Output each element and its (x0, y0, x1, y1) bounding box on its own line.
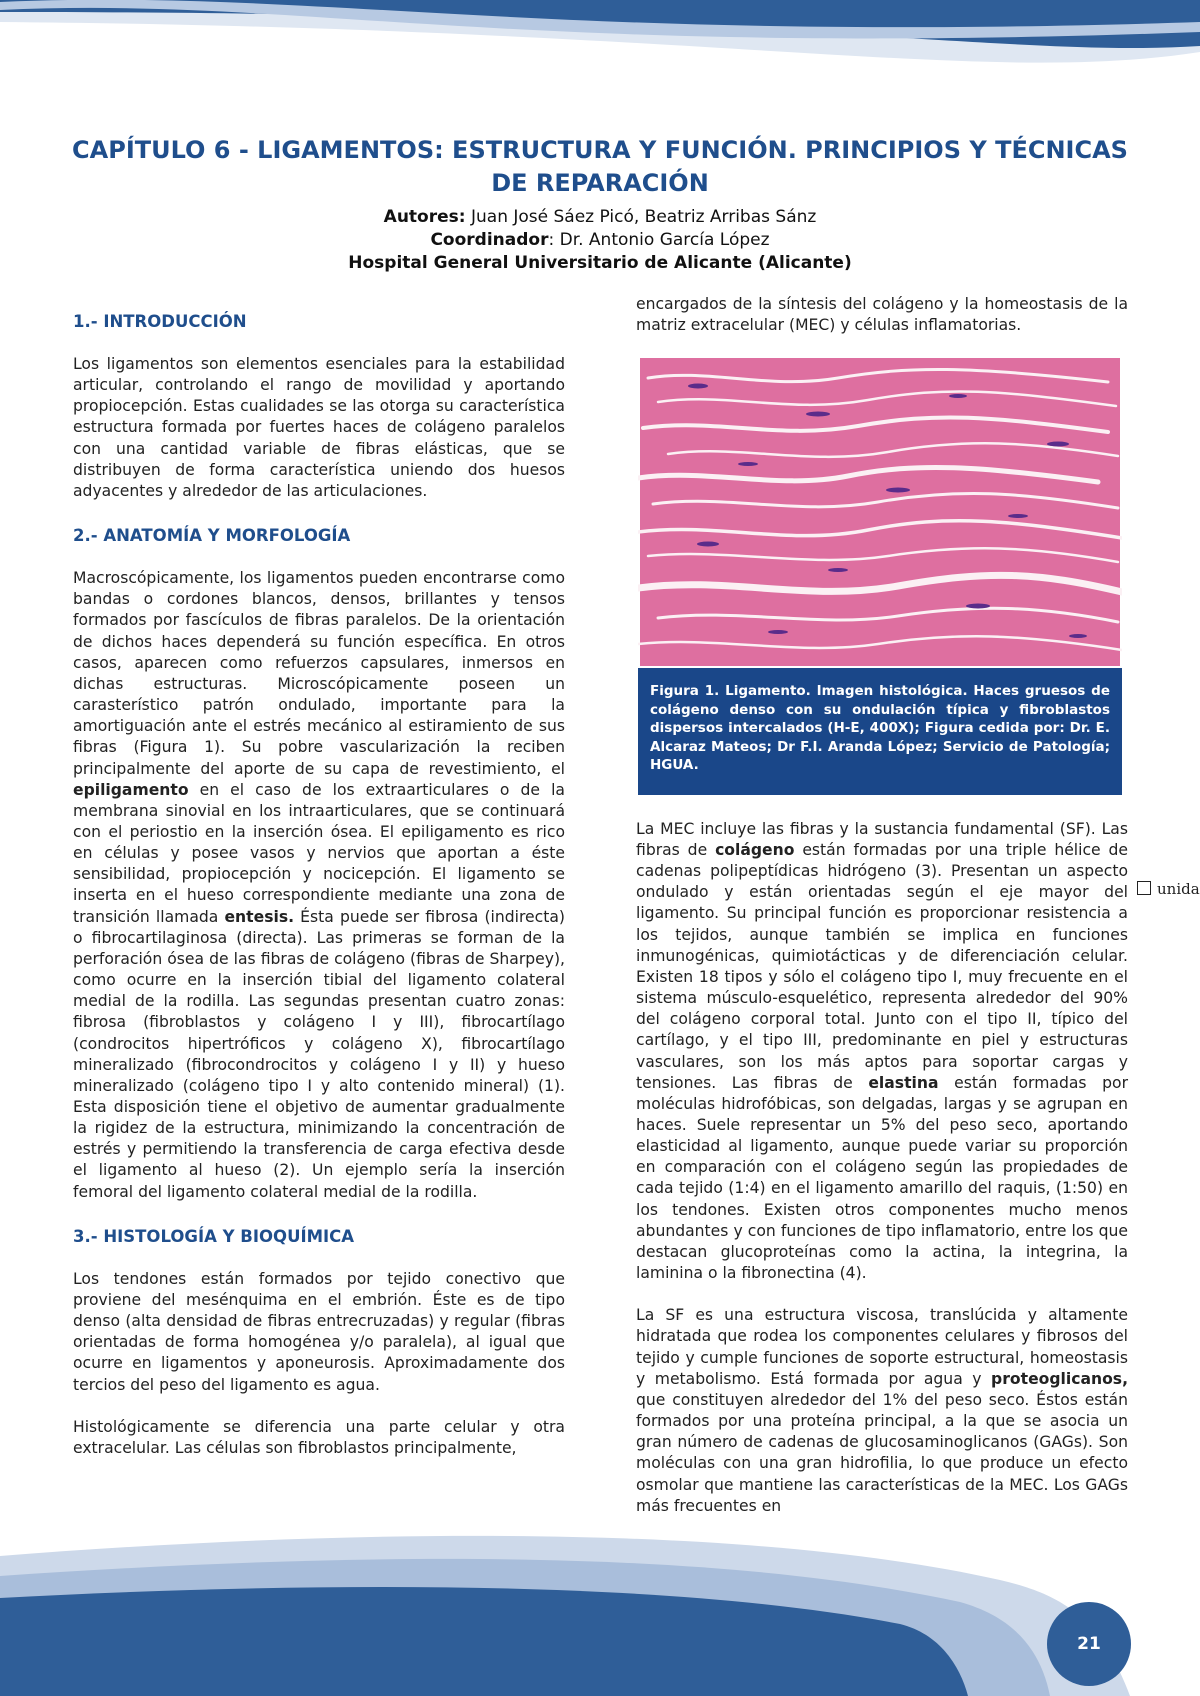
anatomy-text-2: en el caso de los extraarticulares o de la membrana sinovial en los intraarticulares, que se continuará con el periostio en la inserción ósea. El epiligamento es rico en células y posee vasos y nervios que aportan a éste sensibilidad, propiocepción y nocicepción. El ligamento se inserta en el hueso correspondiente mediante una zona de transición llamada (73, 780, 565, 926)
margin-note (1137, 880, 1200, 898)
term-entesis: entesis. (224, 907, 295, 926)
authors-line (60, 206, 1140, 229)
chapter-header (60, 134, 1140, 275)
anatomy-text-3: Ésta puede ser fibrosa (indirecta) o fibrocartilaginosa (directa). Las primeras se forman de la perforación ósea de las fibras de colágeno (fibras de Sharpey), como ocurre en la inserción tibial del ligamento colateral medial de la rodilla. Las segundas presentan cuatro zonas: fibrosa (fibroblastos y colágeno I y III), fibrocartílago (condrocitos hipertróficos y colágeno X), fibrocartílago mineralizado (fibrocondrocitos y colágeno I y II) y hueso mineralizado (colágeno tipo I y alto contenido mineral) (1). Esta disposición tiene el objetivo de aumentar gradualmente la rigidez de la estructura, minimizando la concentración de estrés y permitiendo la transferencia de carga efectiva desde el ligamento al hueso (2). Un ejemplo sería la inserción femoral del ligamento colateral medial de la rodilla. (73, 907, 565, 1201)
anatomy-text-1: Macroscópicamente, los ligamentos pueden encontrarse como bandas o cordones blancos, densos, brillantes y tensos formados por fascículos de fibras paralelos. De la orientación de dichos haces dependerá su función específica. En otros casos, aparecen como refuerzos capsulares, inmersos en dichas estructuras. Microscópicamente poseen un carasterístico patrón ondulado, importante para la amortiguación ante el estrés mecánico al estiramiento de sus fibras (Figura 1). Su pobre vascularización la reciben principalmente del aporte de su capa de revestimiento, el (73, 569, 565, 778)
histology-paragraph-2: Histológicamente se diferencia una parte celular y otra extracelular. Las células son fibroblastos principalmente, (73, 1417, 565, 1457)
footer-wave-decoration (0, 1516, 1200, 1696)
continuation-paragraph: encargados de la síntesis del colágeno y la homeostasis de la matriz extracelular (MEC) y células inflamatorias. (636, 295, 1128, 335)
term-epiligamento: epiligamento (73, 780, 189, 799)
coordinator-label: Coordinador (430, 230, 549, 250)
mec-paragraph (636, 819, 1128, 1284)
section-heading-anatomia: 2.- ANATOMÍA Y MORFOLOGÍA (73, 526, 351, 546)
anatomy-paragraph (73, 568, 565, 1203)
page-number-badge: 21 (1047, 1602, 1131, 1686)
section-heading-introduccion: 1.- INTRODUCCIÓN (73, 312, 247, 331)
mec-text-2: están formadas por una triple hélice de cadenas polipeptídicas hidrógeno (3). Presentan un aspecto ondulado y están orientadas según el eje mayor del ligamento. Su principal función es proporcionar resistencia a los tejidos, aunque también se implica en funciones inmunogénicas, quimiotácticas y de diferenciación celular. Existen 18 tipos y sólo el colágeno tipo I, muy frecuente en el sistema músculo-esquelético, representa alrededor del 90% del colágeno corporal total. Junto con el tipo II, típico del cartílago, y el tipo III, predominante en piel y estructuras vasculares, son los más aptos para soportar cargas y tensiones. Las fibras de (636, 840, 1128, 1092)
figure-1 (638, 356, 1122, 795)
chapter-title: CAPÍTULO 6 - LIGAMENTOS: ESTRUCTURA Y FUNCIÓN. PRINCIPIOS Y TÉCNICAS DE REPARACIÓN (72, 136, 1128, 197)
authors-names: Juan José Sáez Picó, Beatriz Arribas Sánz (465, 207, 817, 227)
checkbox-glyph (1137, 881, 1151, 895)
hospital-name: Hospital General Universitario de Alicante (Alicante) (348, 253, 852, 273)
histology-image (638, 356, 1122, 668)
section-heading-histologia: 3.- HISTOLOGÍA Y BIOQUÍMICA (73, 1226, 355, 1246)
header-wave-decoration (0, 0, 1200, 90)
authors-label: Autores: (383, 207, 466, 227)
coordinator-line (60, 229, 1140, 252)
margin-note-text: unida (1157, 880, 1200, 898)
sf-text-1: La SF es una estructura viscosa, translúcida y altamente hidratada que rodea los componentes celulares y fibrosos del tejido y cumple funciones de soporte estructural, homeostasis y metabolismo. Está formada por agua y (636, 1306, 1128, 1388)
coordinator-name: : Dr. Antonio García López (548, 230, 770, 250)
sf-text-2: que constituyen alrededor del 1% del peso seco. Éstos están formados por una proteína principal, a la que se asocia un gran número de cadenas de glucosaminoglicanos (GAGs). Son moléculas con una gran hidrofilia, lo que produce un efecto osmolar que mantiene las características de la MEC. Los GAGs más frecuentes en (636, 1390, 1128, 1515)
left-column (73, 310, 565, 1459)
mec-text-3: están formadas por moléculas hidrofóbicas, son delgadas, largas y se agrupan en haces. Suele representar un 5% del peso seco, aportando elasticidad al ligamento, aunque puede variar su proporción en comparación con el colágeno según las propiedades de cada tejido (1:4) en el ligamento amarillo del raquis, (1:50) en los tendones. Existen otros componentes mucho menos abundantes y con funciones de tipo inflamatorio, entre los que destacan glucoproteínas como la actina, la integrina, la laminina o la fibronectina (4). (636, 1073, 1128, 1283)
term-proteoglicanos: proteoglicanos, (991, 1369, 1128, 1388)
histology-paragraph-1: Los tendones están formados por tejido conectivo que proviene del mesénquima en el embrión. Éste es de tipo denso (alta densidad de fibras entrecruzadas) y regular (fibras orientadas de forma homogénea y/o paralela), al igual que ocurre en ligamentos y aponeurosis. Aproximadamente dos tercios del peso del ligamento es agua. (73, 1269, 565, 1394)
figure-caption: Figura 1. Ligamento. Imagen histológica. Haces gruesos de colágeno denso con su ondulación típica y fibroblastos dispersos intercalados (H-E, 400X); Figura cedida por: Dr. E. Alcaraz Mateos; Dr F.I. Aranda López; Servicio de Patología; HGUA. (650, 683, 1110, 774)
intro-paragraph: Los ligamentos son elementos esenciales para la estabilidad articular, controlando el rango de movilidad y aportando propiocepción. Estas cualidades se las otorga su característica estructura formada por fuertes haces de colágeno paralelos con una cantidad variable de fibras elásticas, que se distribuyen de forma característica uniendo dos huesos adyacentes y alrededor de las articulaciones. (73, 355, 565, 500)
term-elastina: elastina (868, 1073, 939, 1092)
sf-paragraph (636, 1305, 1128, 1517)
term-colageno: colágeno (715, 840, 795, 859)
right-column (636, 294, 1128, 1517)
hospital-line (60, 252, 1140, 275)
mec-text-1: La MEC incluye las fibras y la sustancia fundamental (SF). Las fibras de (636, 819, 1128, 859)
